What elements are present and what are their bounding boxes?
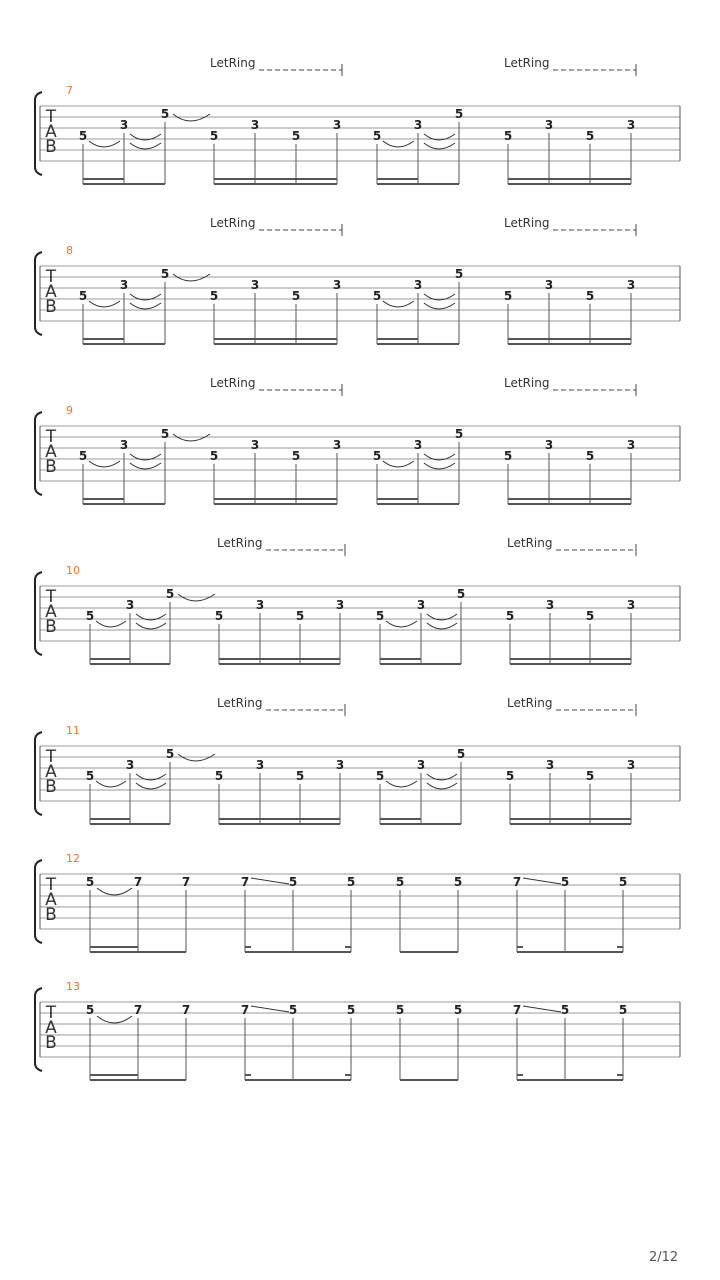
fret-number: 5: [453, 875, 463, 889]
fret-number: 3: [626, 598, 636, 612]
tab-clef-letter: A: [45, 1018, 57, 1038]
slur: [89, 301, 120, 307]
slur: [130, 463, 161, 469]
let-ring-label: LetRing: [507, 696, 553, 710]
fret-number: 5: [346, 875, 356, 889]
fret-number: 3: [544, 118, 554, 132]
fret-number: 3: [626, 438, 636, 452]
fret-number: 3: [335, 758, 345, 772]
tab-clef-letter: T: [45, 1003, 57, 1023]
system-bracket: [35, 92, 42, 175]
fret-number: 5: [585, 289, 595, 303]
measure-number: 9: [66, 404, 73, 417]
fret-number: 5: [160, 427, 170, 441]
let-ring-label: LetRing: [504, 376, 550, 390]
slide-line: [251, 1006, 289, 1012]
slur: [97, 888, 132, 895]
fret-number: 5: [456, 587, 466, 601]
let-ring-label: LetRing: [210, 376, 256, 390]
fret-number: 7: [133, 1003, 143, 1017]
fret-number: 5: [78, 289, 88, 303]
fret-number: 7: [240, 875, 250, 889]
fret-number: 5: [585, 129, 595, 143]
system-bracket: [35, 252, 42, 335]
tab-system: [35, 536, 680, 664]
fret-number: 3: [332, 118, 342, 132]
slide-line: [523, 878, 561, 884]
fret-number: 5: [454, 427, 464, 441]
slur: [424, 463, 455, 469]
fret-number: 3: [332, 438, 342, 452]
let-ring-label: LetRing: [507, 536, 553, 550]
slur: [424, 143, 455, 149]
tab-clef-letter: A: [45, 282, 57, 302]
fret-number: 5: [160, 267, 170, 281]
fret-number: 5: [395, 875, 405, 889]
slur: [383, 461, 414, 467]
fret-number: 5: [291, 289, 301, 303]
system-bracket: [35, 732, 42, 815]
slide-line: [523, 1006, 561, 1012]
tab-clef-letter: B: [45, 617, 57, 637]
system-bracket: [35, 860, 42, 943]
fret-number: 7: [181, 875, 191, 889]
fret-number: 5: [165, 747, 175, 761]
fret-number: 5: [291, 129, 301, 143]
fret-number: 3: [119, 438, 129, 452]
measure-number: 7: [66, 84, 73, 97]
fret-number: 3: [413, 118, 423, 132]
fret-number: 5: [295, 769, 305, 783]
tab-clef-letter: B: [45, 457, 57, 477]
tab-clef-letter: T: [45, 267, 57, 287]
tab-clef-letter: A: [45, 602, 57, 622]
fret-number: 3: [416, 758, 426, 772]
fret-number: 5: [85, 609, 95, 623]
fret-number: 7: [133, 875, 143, 889]
slur: [383, 301, 414, 307]
fret-number: 3: [545, 758, 555, 772]
measure-number: 11: [66, 724, 80, 737]
measure-number: 13: [66, 980, 80, 993]
tab-system: [35, 376, 680, 504]
fret-number: 5: [375, 769, 385, 783]
fret-number: 3: [332, 278, 342, 292]
fret-number: 3: [626, 278, 636, 292]
let-ring-label: LetRing: [217, 696, 263, 710]
fret-number: 5: [209, 129, 219, 143]
slur: [89, 141, 120, 147]
fret-number: 3: [255, 758, 265, 772]
tab-clef-letter: B: [45, 777, 57, 797]
let-ring-label: LetRing: [504, 216, 550, 230]
slide-line: [251, 878, 289, 884]
fret-number: 3: [335, 598, 345, 612]
fret-number: 7: [512, 875, 522, 889]
fret-number: 5: [209, 449, 219, 463]
fret-number: 5: [78, 449, 88, 463]
tab-clef-letter: T: [45, 587, 57, 607]
fret-number: 3: [250, 438, 260, 452]
slur: [386, 781, 417, 787]
fret-number: 5: [372, 289, 382, 303]
fret-number: 5: [165, 587, 175, 601]
fret-number: 5: [456, 747, 466, 761]
fret-number: 5: [372, 129, 382, 143]
slur: [424, 303, 455, 309]
fret-number: 5: [453, 1003, 463, 1017]
slur: [130, 143, 161, 149]
fret-number: 3: [626, 758, 636, 772]
system-bracket: [35, 412, 42, 495]
fret-number: 5: [395, 1003, 405, 1017]
fret-number: 5: [585, 449, 595, 463]
fret-number: 5: [346, 1003, 356, 1017]
tab-system: [35, 216, 680, 344]
fret-number: 3: [544, 278, 554, 292]
fret-number: 5: [503, 289, 513, 303]
slur: [427, 623, 457, 629]
slur: [96, 621, 126, 627]
tab-clef-letter: T: [45, 427, 57, 447]
tab-clef-letter: T: [45, 747, 57, 767]
fret-number: 3: [125, 758, 135, 772]
tab-clef-letter: B: [45, 1033, 57, 1053]
slur: [386, 621, 417, 627]
fret-number: 5: [618, 1003, 628, 1017]
let-ring-label: LetRing: [504, 56, 550, 70]
fret-number: 5: [503, 129, 513, 143]
tab-system: [35, 696, 680, 824]
measure-number: 12: [66, 852, 80, 865]
slur: [89, 461, 120, 467]
fret-number: 5: [291, 449, 301, 463]
fret-number: 3: [544, 438, 554, 452]
fret-number: 3: [125, 598, 135, 612]
fret-number: 5: [560, 1003, 570, 1017]
slur: [136, 623, 166, 629]
fret-number: 7: [181, 1003, 191, 1017]
slur: [130, 303, 161, 309]
measure-number: 10: [66, 564, 80, 577]
fret-number: 5: [85, 1003, 95, 1017]
fret-number: 3: [626, 118, 636, 132]
tab-system: [35, 980, 680, 1080]
tab-clef-letter: A: [45, 122, 57, 142]
fret-number: 5: [295, 609, 305, 623]
fret-number: 5: [214, 769, 224, 783]
fret-number: 5: [585, 769, 595, 783]
slur: [97, 1016, 132, 1023]
fret-number: 3: [545, 598, 555, 612]
fret-number: 5: [288, 875, 298, 889]
fret-number: 5: [454, 267, 464, 281]
tab-clef-letter: T: [45, 875, 57, 895]
measure-number: 8: [66, 244, 73, 257]
tab-clef-letter: A: [45, 442, 57, 462]
fret-number: 5: [209, 289, 219, 303]
fret-number: 3: [250, 278, 260, 292]
fret-number: 5: [160, 107, 170, 121]
fret-number: 3: [416, 598, 426, 612]
fret-number: 5: [214, 609, 224, 623]
tab-clef-letter: B: [45, 905, 57, 925]
fret-number: 3: [119, 278, 129, 292]
tab-clef-letter: B: [45, 137, 57, 157]
fret-number: 5: [503, 449, 513, 463]
fret-number: 7: [240, 1003, 250, 1017]
tab-clef-letter: B: [45, 297, 57, 317]
slur: [96, 781, 126, 787]
fret-number: 3: [413, 278, 423, 292]
tab-clef-letter: T: [45, 107, 57, 127]
let-ring-label: LetRing: [210, 216, 256, 230]
fret-number: 7: [512, 1003, 522, 1017]
fret-number: 5: [85, 875, 95, 889]
tab-system: [35, 56, 680, 184]
let-ring-label: LetRing: [210, 56, 256, 70]
fret-number: 5: [560, 875, 570, 889]
system-bracket: [35, 988, 42, 1071]
fret-number: 5: [375, 609, 385, 623]
fret-number: 5: [585, 609, 595, 623]
fret-number: 5: [78, 129, 88, 143]
fret-number: 3: [250, 118, 260, 132]
fret-number: 5: [505, 769, 515, 783]
fret-number: 5: [288, 1003, 298, 1017]
fret-number: 5: [505, 609, 515, 623]
fret-number: 3: [413, 438, 423, 452]
fret-number: 5: [85, 769, 95, 783]
slur: [383, 141, 414, 147]
page-number: 2/12: [649, 1250, 679, 1265]
tab-clef-letter: A: [45, 890, 57, 910]
slur: [136, 783, 166, 789]
system-bracket: [35, 572, 42, 655]
slur: [427, 783, 457, 789]
fret-number: 5: [454, 107, 464, 121]
fret-number: 3: [255, 598, 265, 612]
fret-number: 5: [372, 449, 382, 463]
let-ring-label: LetRing: [217, 536, 263, 550]
tab-clef-letter: A: [45, 762, 57, 782]
tab-system: [35, 852, 680, 952]
fret-number: 5: [618, 875, 628, 889]
fret-number: 3: [119, 118, 129, 132]
